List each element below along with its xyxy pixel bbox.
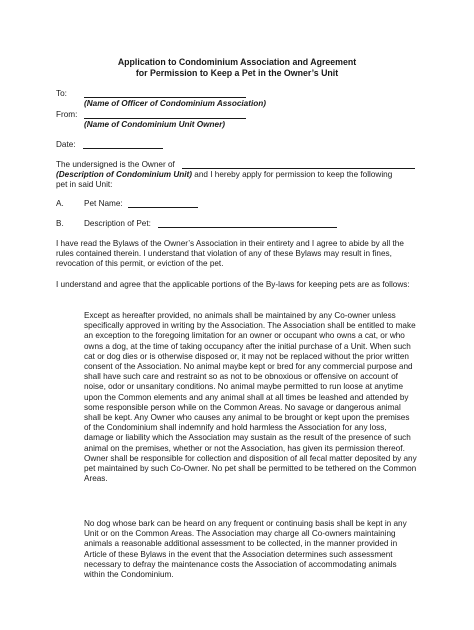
undersigned-text: The undersigned is the Owner of	[56, 160, 175, 169]
title-line-1: Application to Condominium Association and Agreement	[117, 57, 357, 67]
document-title	[0, 57, 474, 79]
unit-caption: (Description of Condominium Unit)	[56, 170, 192, 179]
bylaw-excerpt-1: Except as hereafter provided, no animals shall be maintained by any Co-owner unless specifically approved in writing by the Association. The Association shall be entitled to make an exception to the foregoing limitation for an owner or occupant who owns a cat, or who owns a dog, at the time of taking occupancy after the initial purchase of a Unit. When such cat or dog dies or is otherwise disposed or, it may not be replaced without the prior written consent of the Association. No animal maybe kept or bred for any commercial purpose and shall have such care and restraint so as not to be obnoxious or offensive on account of noise, odor or unsanitary conditions. No animal maybe permitted to run loose at anytime upon the Common elements and any animal shall at all times be leashed and attended by some responsible person while on the Common Areas. No savage or dangerous animal shall be kept. Any Owner who causes any animal to be brought or kept upon the premises of the Condominium shall indemnify and hold harmless the Association for any loss, damage or liability which the Association may sustain as the result of the presence of such animal on the premises, whether or not the Association, has given its permission thereof. Owner shall be responsible for collection and disposition of all fecal matter deposited by any pet maintained by such Co-Owner. No pet shall be permitted to be tethered on the Common Areas.	[84, 311, 417, 484]
from-caption: (Name of Condominium Unit Owner)	[84, 120, 226, 129]
unit-blank[interactable]	[182, 160, 415, 169]
date-blank[interactable]	[83, 140, 163, 149]
item-b-label: Description of Pet:	[84, 219, 151, 228]
bylaws-paragraph: I have read the Bylaws of the Owner’s Association in their entirety and I agree to abide by all the rules contained therein. I understand that violation of any of these Bylaws may result in fines, revocation of this permit, or eviction of the pet.	[56, 239, 404, 269]
unit-line-1	[56, 170, 392, 180]
pet-name-blank[interactable]	[128, 199, 198, 208]
item-b-letter: B.	[56, 219, 64, 228]
item-a-label: Pet Name:	[84, 199, 123, 208]
unit-rest: and I hereby apply for permission to keep the following	[192, 170, 393, 179]
from-blank[interactable]	[84, 110, 246, 119]
date-label: Date:	[56, 140, 76, 149]
to-caption: (Name of Officer of Condominium Association)	[84, 99, 266, 108]
unit-line-2: pet in said Unit:	[56, 180, 113, 189]
to-blank[interactable]	[84, 89, 246, 98]
pet-description-blank[interactable]	[158, 219, 337, 228]
from-label: From:	[56, 110, 78, 119]
item-a-letter: A.	[56, 199, 64, 208]
bylaw-excerpt-2: No dog whose bark can be heard on any frequent or continuing basis shall be kept in any Unit or on the Common Areas. The Association may charge all Co-owners maintaining animals a reasonable additional assessment to be collected, in the manner provided in Article of these Bylaws in the event that the Association determines such assessment necessary to defray the maintenance costs the Association of accommodating animals within the Condominium.	[84, 519, 407, 580]
to-row	[56, 89, 67, 99]
to-label: To:	[56, 89, 67, 98]
agree-paragraph: I understand and agree that the applicable portions of the By-laws for keeping pets are as follows:	[56, 280, 410, 289]
title-line-2: for Permission to Keep a Pet in the Owner’s Unit	[135, 68, 339, 78]
